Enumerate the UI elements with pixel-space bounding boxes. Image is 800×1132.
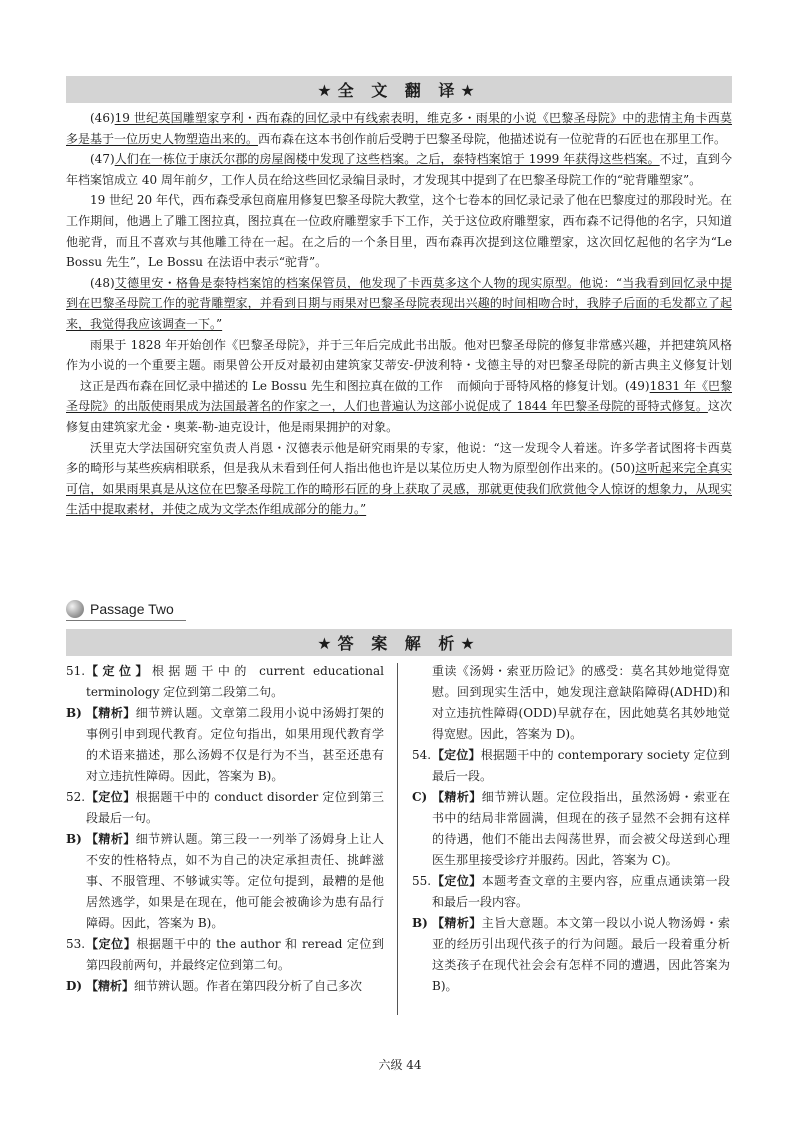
column-divider [397,663,398,1015]
paragraph-text: 而倾向于哥特风格的修复计划。 [456,378,625,393]
analysis-text: 细节辨认题。第三段一一列举了汤姆身上让人不安的性格特点，如不为自己的决定承担责任、挑衅滋事、不服管理、不够诚实等。定位句提到，最糟的是他居然逃学，如果是在现在，他可能会被确诊为患有品行障碍。因此，答案为 B)。 [86,832,384,930]
translation-paragraph-48 [66,273,732,335]
answers-right-column [412,661,730,997]
locate-tag: 【定位】 [432,874,482,888]
question-number: 54. [412,748,432,762]
translation-section-banner [66,76,732,103]
paragraph-text: 西布森在这本书创作前后受聘于巴黎圣母院，他描述说有一位驼背的石匠也在那里工作。 [258,131,727,146]
paragraph-text: 沃里克大学法国研究室负责人肖恩・汉德表示他是研究雨果的专家，他说：“这一发现令人着迷。许多学者试图将卡西莫多的畸形与某些疾病相联系，但是我从未看到任何人指出他也许是以某位历史人物为原型创作出来的。 [66,440,732,476]
passage-two-header [66,597,226,621]
locate-tag: 【定位】 [86,664,152,678]
passage-badge-icon [66,600,84,618]
paragraph-text: 雨果于 1828 年开始创作《巴黎圣母院》，并于三年后完成此书出版。他对巴黎圣母院的修复非常感兴趣，并把建筑风格作为小说的一个重要主题。雨果曾公开反对最初由建筑家艾蒂安-伊波利特・戈德主导的对巴黎圣母院的新古典主义修复计划 [66,337,732,373]
answer-locate-54 [412,745,730,787]
question-number-48: (48) [90,275,115,290]
answer-locate-53 [66,934,384,976]
locate-tag: 【定位】 [86,937,137,951]
locate-tag: 【定位】 [432,748,481,762]
answer-choice: B) [412,916,428,930]
analysis-tag: 【精析】 [86,979,135,993]
analysis-53-continued: 重读《汤姆・索亚历险记》的感受：莫名其妙地觉得宽慰。回到现实生活中，她发现注意缺陷障碍(ADHD)和对立违抗性障碍(ODD)早就存在，因此她莫名其妙地觉得宽慰。因此，答案为 D)。 [432,664,730,741]
question-number-47: (47) [90,152,115,167]
page-number: 六级 44 [378,1058,422,1072]
answer-locate-51 [66,661,384,703]
question-number-49: (49) [624,378,650,393]
analysis-tag: 【精析】 [432,916,482,930]
underlined-sentence-46: 19 世纪英国雕塑家亨利・西布森的回忆录中有线索表明，维克多・雨果的小说《巴黎圣母院》中的悲情主角卡西莫多是基于一位历史人物塑造出来的。 [66,111,732,146]
answer-choice: C) [412,790,428,804]
translation-paragraph-46 [66,108,732,149]
analysis-tag: 【精析】 [432,790,482,804]
question-number: 53. [66,937,86,951]
question-number: 55. [412,874,432,888]
question-number: 52. [66,790,86,804]
answer-analysis-52 [66,829,384,934]
locate-text: 根据题干中的 current educational terminology 定位到第二段第二句。 [86,664,384,699]
paragraph-text: 不过，直到今年档案馆成立 40 周年前夕，工作人员在给这些回忆录编目录时，才发现其中提到了在巴黎圣母院工作的“驼背雕塑家”。 [66,152,732,187]
answer-analysis-51 [66,703,384,787]
translation-body [66,108,732,520]
answer-choice: B) [66,706,82,720]
answer-locate-52 [66,787,384,829]
locate-text: 本题考查文章的主要内容，应重点通读第一段和最后一段内容。 [432,874,730,909]
analysis-tag: 【精析】 [86,832,136,846]
underlined-sentence-47: 人们在一栋位于康沃尔郡的房屋阁楼中发现了这些档案。之后，泰特档案馆于 1999 年获得这些档案。 [114,152,660,167]
passage-title: Passage Two [90,601,174,617]
answer-section-title: ★答 案 解 析★ [317,634,481,653]
locate-text: 根据题干中的 the author 和 reread 定位到第四段前两句，并最终定位到第二句。 [86,937,384,972]
analysis-text: 细节辨认题。作者在第四段分析了自己多次 [134,979,363,993]
analysis-text: 主旨大意题。本文第一段以小说人物汤姆・索亚的经历引出现代孩子的行为问题。最后一段着重分析这类孩子在现代社会会有怎样不同的遭遇，因此答案为 B)。 [432,916,730,993]
underlined-sentence-50: 这听起来完全真实可信，如果雨果真是从这位在巴黎圣母院工作的畸形石匠的身上获取了灵感，那就更使我们欣赏他令人惊讶的想象力，从现实生活中提取素材，并使之成为文学杰作组成部分的能力。” [66,461,732,517]
answers-left-column [66,661,384,997]
answer-analysis-55 [412,913,730,997]
locate-text: 根据题干中的 contemporary society 定位到最后一段。 [432,748,730,783]
analysis-text: 细节辨认题。文章第二段用小说中汤姆打架的事例引申到现代教育。定位句指出，如果用现代教育学的术语来描述，那么汤姆不仅是行为不当，甚至还患有对立违抗性障碍。因此，答案为 B)。 [86,706,384,783]
question-number-46: (46) [90,111,115,125]
translation-paragraph-5 [66,335,732,438]
locate-text: 根据题干中的 conduct disorder 定位到第三段最后一句。 [86,790,384,825]
passage-underline-divider [66,620,186,621]
underlined-sentence-48: 艾德里安・格鲁是泰特档案馆的档案保管员，他发现了卡西莫多这个人物的现实原型。他说：“当我看到回忆录中提到在巴黎圣母院工作的驼背雕塑家，并看到日期与雨果对巴黎圣母院表现出兴趣的时间相吻合时，我脖子后面的毛发都立了起来，我觉得我应该调查一下。” [66,275,732,331]
answer-analysis-54 [412,787,730,871]
paragraph-text: 这次修复由建筑家尤金・奥莱-勒-迪克设计，他是雨果拥护的对象。 [66,399,732,434]
translation-section-title: ★全 文 翻 译★ [317,81,481,100]
translation-paragraph-50 [66,438,732,520]
underlined-sentence-49: 1831 年《巴黎圣母院》的出版使雨果成为法国最著名的作家之一，人们也普遍认为这部小说促成了 1844 年巴黎圣母院的哥特式修复。 [66,378,732,414]
translation-paragraph-47 [66,149,732,190]
locate-tag: 【定位】 [86,790,136,804]
analysis-text: 细节辨认题。定位段指出，虽然汤姆・索亚在书中的结局非常圆满，但现在的孩子显然不会拥有这样的待遇，他们不能出去闯荡世界，而会被父母送到心理医生那里接受诊疗并服药。因此，答案为 C)。 [432,790,730,867]
question-number-50: (50) [610,461,636,476]
answer-locate-55 [412,871,730,913]
analysis-tag: 【精析】 [86,706,136,720]
answer-section-banner [66,629,732,656]
translation-paragraph-3: 19 世纪 20 年代，西布森受承包商雇用修复巴黎圣母院大教堂，这个七卷本的回忆录记录了他在巴黎度过的那段时光。在工作期间，他遇上了雕工图拉真，图拉真在一位政府雕塑家手下工作，关于这位政府雕塑家，西布森不记得他的名字，只知道他驼背，而且不喜欢与其他雕工待在一起。在之后的一个条目里，西布森再次提到这位雕塑家，这次回忆起他的名字为“Le Bossu 先生”，Le Bossu 在法语中表示“驼背”。 [66,193,732,270]
paragraph-text: 这正是西布森在回忆录中描述的 Le Bossu 先生和图拉真在做的工作 [80,378,443,393]
answer-analysis-53 [66,976,384,997]
answer-choice: D) [66,979,83,993]
answer-choice: B) [66,832,82,846]
question-number: 51. [66,664,86,678]
